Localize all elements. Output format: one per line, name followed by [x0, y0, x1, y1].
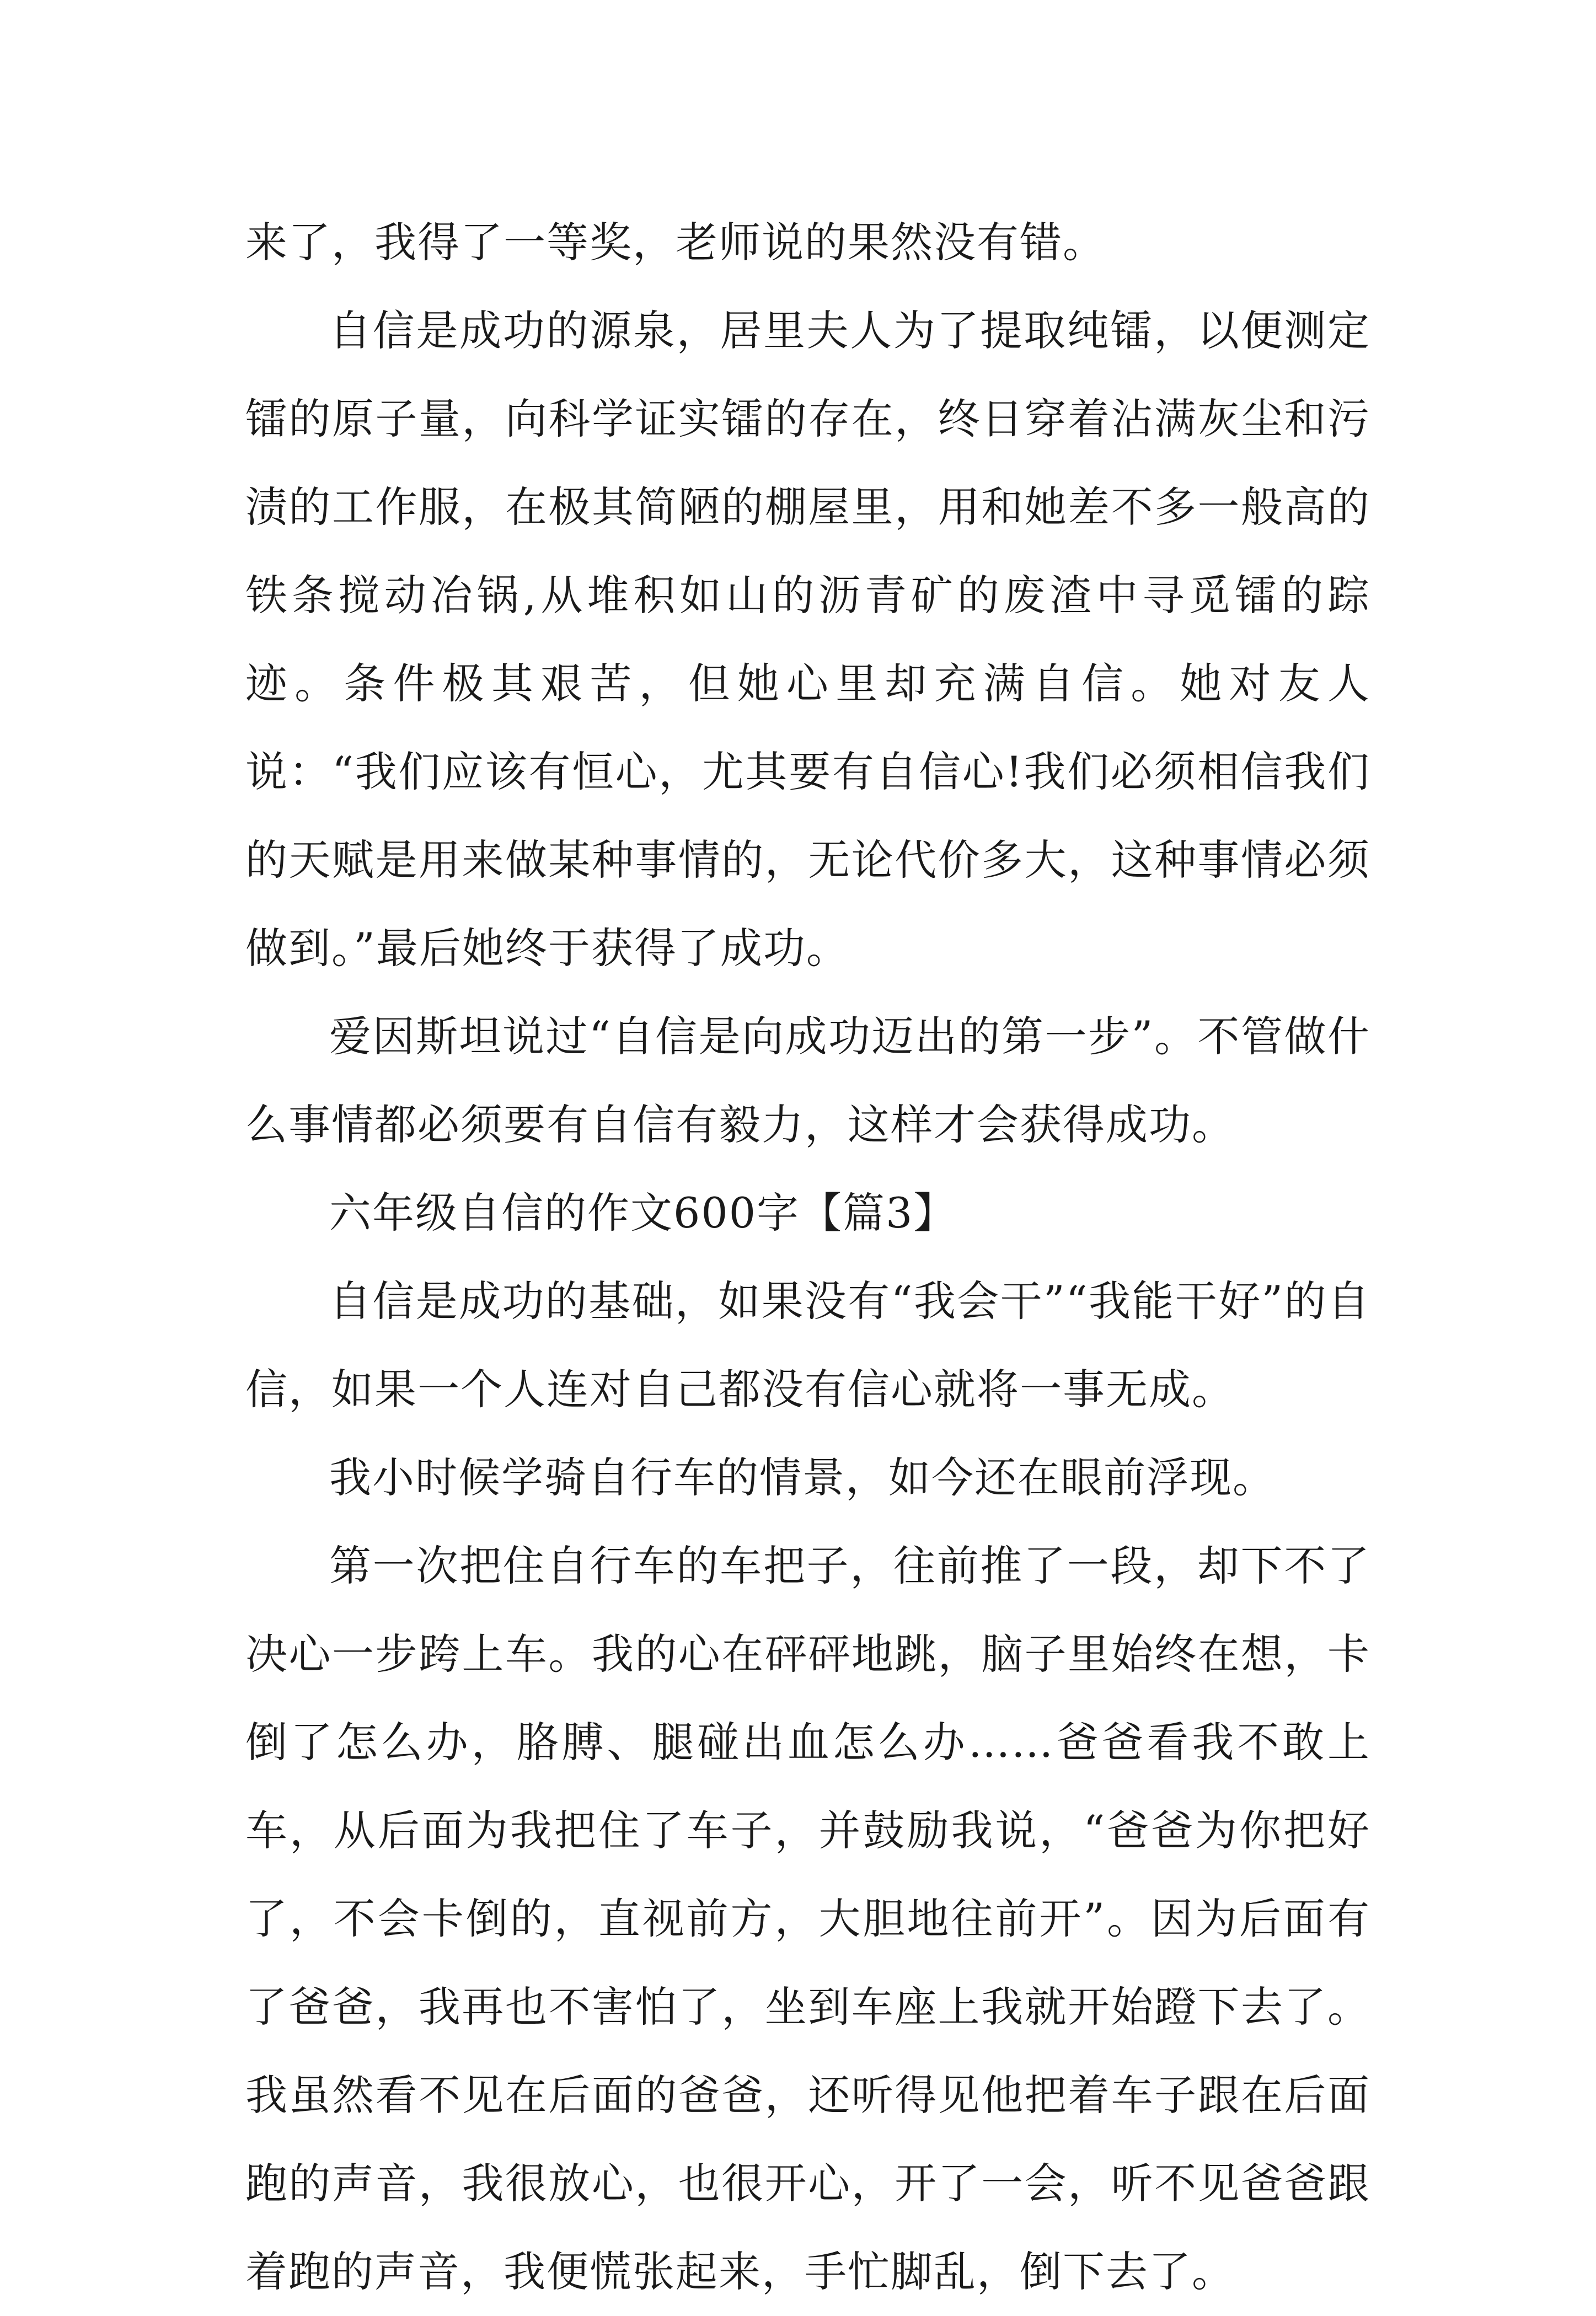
paragraph-einstein: 爱因斯坦说过“自信是向成功迈出的第一步”。不管做什么事情都必须要有自信有毅力，这样才会获得成功。	[245, 1012, 1370, 1149]
paragraph-bicycle-story: 第一次把住自行车的车把子，往前推了一段，却下不了决心一步跨上车。我的心在砰砰地跳，脑子里始终在想，卡倒了怎么办，胳膊、腿碰出血怎么办……爸爸看我不敢上车，从后面为我把住了车子，并鼓励我说，“爸爸为你把好了，不会卡倒的，直视前方，大胆地往前开”。因为后面有了爸爸，我再也不害怕了，坐到车座上我就开始蹬下去了。我虽然看不见在后面的爸爸，还听得见他把着车子跟在后面跑的声音，我很放心，也很开心，开了一会，听不见爸爸跟着跑的声音，我便慌张起来，手忙脚乱，倒下去了。	[245, 1541, 1370, 2296]
paragraph-continuation: 来了，我得了一等奖，老师说的果然没有错。	[245, 218, 1106, 267]
document-body	[245, 199, 1370, 2316]
paragraph-curie: 自信是成功的源泉，居里夫人为了提取纯镭，以便测定镭的原子量，向科学证实镭的存在，终日穿着沾满灰尘和污渍的工作服，在极其简陋的棚屋里，用和她差不多一般高的铁条搅动冶锅,从堆积如山的沥青矿的废渣中寻觅镭的踪迹。条件极其艰苦，但她心里却充满自信。她对友人说：“我们应该有恒心，尤其要有自信心!我们必须相信我们的天赋是用来做某种事情的，无论代价多大，这种事情必须做到。”最后她终于获得了成功。	[245, 306, 1370, 973]
paragraph-confidence-basis: 自信是成功的基础，如果没有“我会干”“我能干好”的自信，如果一个人连对自己都没有信心就将一事无成。	[245, 1277, 1370, 1414]
section-heading: 六年级自信的作文600字【篇3】	[329, 1188, 957, 1237]
paragraph-bicycle-memory: 我小时候学骑自行车的情景，如今还在眼前浮现。	[329, 1453, 1276, 1502]
